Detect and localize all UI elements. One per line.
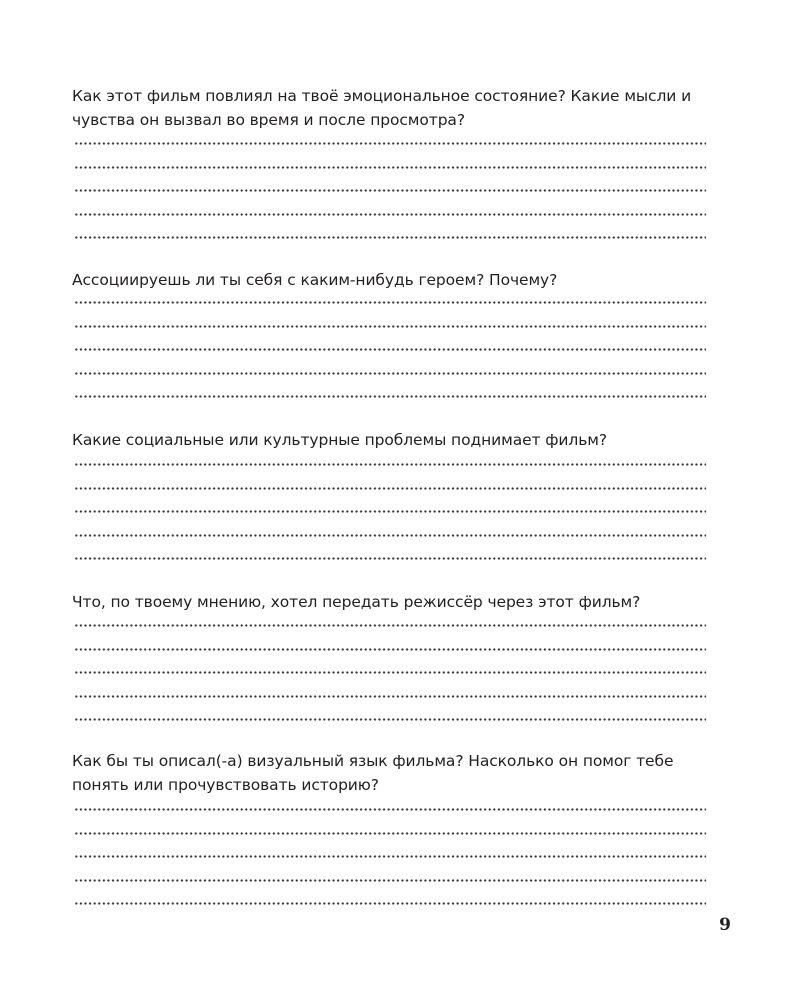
answer-line[interactable]: [74, 166, 706, 169]
answer-line[interactable]: [74, 463, 706, 466]
answer-line[interactable]: [74, 808, 706, 811]
answer-line[interactable]: [74, 372, 706, 375]
answer-line[interactable]: [74, 395, 706, 398]
answer-line[interactable]: [74, 348, 706, 351]
answer-line[interactable]: [74, 879, 706, 882]
answer-line[interactable]: [74, 695, 706, 698]
question-4: Что, по твоему мнению, хотел передать режиссёр через этот фильм?: [72, 593, 641, 611]
answer-line[interactable]: [74, 189, 706, 192]
answer-line[interactable]: [74, 142, 706, 145]
answer-line[interactable]: [74, 832, 706, 835]
question-2: Ассоциируешь ли ты себя с каким-нибудь героем? Почему?: [72, 271, 558, 289]
answer-lines-3[interactable]: [74, 463, 706, 560]
answer-line[interactable]: [74, 718, 706, 721]
answer-line[interactable]: [74, 557, 706, 560]
answer-lines-5[interactable]: [74, 808, 706, 905]
answer-lines-1[interactable]: [74, 142, 706, 239]
question-3: Какие социальные или культурные проблемы поднимает фильм?: [72, 431, 607, 449]
answer-lines-2[interactable]: [74, 301, 706, 398]
page-number: 9: [719, 915, 731, 935]
answer-line[interactable]: [74, 213, 706, 216]
answer-line[interactable]: [74, 510, 706, 513]
answer-line[interactable]: [74, 648, 706, 651]
answer-line[interactable]: [74, 902, 706, 905]
answer-line[interactable]: [74, 487, 706, 490]
answer-lines-4[interactable]: [74, 624, 706, 721]
question-1: Как этот фильм повлиял на твоё эмоциональное состояние? Какие мысли и чувства он вызвал во время и после просмотра?: [72, 87, 692, 129]
answer-line[interactable]: [74, 855, 706, 858]
answer-line[interactable]: [74, 325, 706, 328]
question-5: Как бы ты описал(-а) визуальный язык фильма? Насколько он помог тебе понять или прочувствовать историю?: [72, 752, 674, 794]
answer-line[interactable]: [74, 534, 706, 537]
answer-line[interactable]: [74, 236, 706, 239]
answer-line[interactable]: [74, 624, 706, 627]
answer-line[interactable]: [74, 671, 706, 674]
answer-line[interactable]: [74, 301, 706, 304]
